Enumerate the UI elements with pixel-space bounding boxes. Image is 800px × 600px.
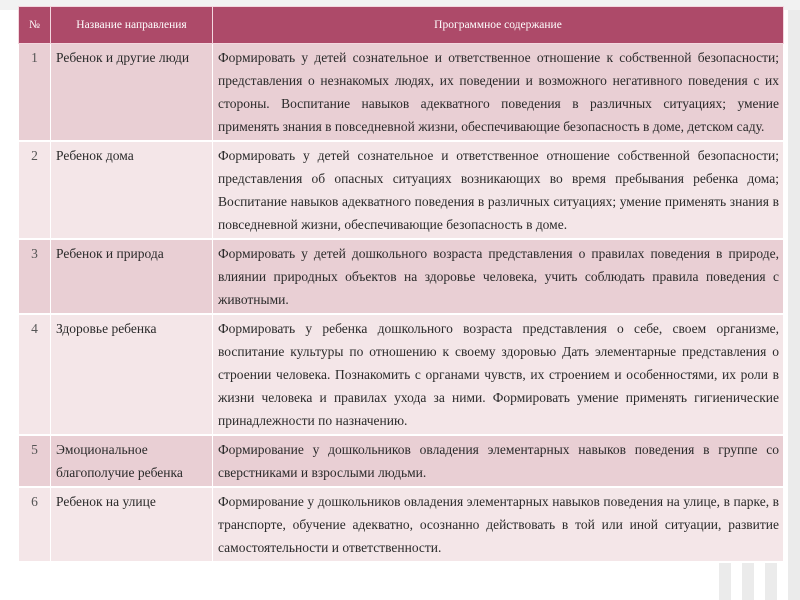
table-row	[19, 239, 784, 314]
row-content: Формировать у детей сознательное и ответственное отношение к собственной безопасности; представления о незнакомых людях, их поведении и возможного негативного поведения с их стороны. Воспитание навыков адекватного поведения в различных ситуациях; умение применять знания в повседневной жизни, обеспечивающие безопасность в доме, детском саду.	[213, 44, 784, 142]
table-row	[19, 435, 784, 487]
row-content: Формировать у ребенка дошкольного возраста представления о себе, своем организме, воспитание культуры по отношению к своему здоровью Дать элементарные представления о строении человека. Познакомить с органами чувств, их строением и особенностями, их роли в жизни человека и правилах ухода за ними. Формировать умение применять гигиенические принадлежности по назначению.	[213, 314, 784, 435]
header-content: Программное содержание	[213, 7, 784, 44]
row-content: Формирование у дошкольников овладения элементарных навыков поведения на улице, в парке, в транспорте, обучение адекватно, осознанно действовать в той или иной ситуации, развитие самостоятельности и ответственности.	[213, 487, 784, 562]
row-content: Формирование у дошкольников овладения элементарных навыков поведения в группе со сверстниками и взрослыми людьми.	[213, 435, 784, 487]
row-name: Ребенок дома	[51, 141, 213, 239]
row-name: Ребенок и природа	[51, 239, 213, 314]
header-num: №	[19, 7, 51, 44]
header-name: Название направления	[51, 7, 213, 44]
table-row	[19, 487, 784, 562]
row-num: 4	[19, 314, 51, 435]
row-content: Формировать у детей дошкольного возраста представления о правилах поведения в природе, влиянии природных объектов на здоровье человека, учить соблюдать правила поведения с животными.	[213, 239, 784, 314]
row-name: Ребенок и другие люди	[51, 44, 213, 142]
row-num: 1	[19, 44, 51, 142]
row-num: 2	[19, 141, 51, 239]
program-table	[18, 6, 784, 563]
row-num: 6	[19, 487, 51, 562]
table-row	[19, 314, 784, 435]
table-header-row	[19, 7, 784, 44]
row-num: 5	[19, 435, 51, 487]
row-name: Эмоциональное благополучие ребенка	[51, 435, 213, 487]
row-name: Здоровье ребенка	[51, 314, 213, 435]
row-name: Ребенок на улице	[51, 487, 213, 562]
row-num: 3	[19, 239, 51, 314]
table-row	[19, 141, 784, 239]
row-content: Формировать у детей сознательное и ответственное отношение собственной безопасности; представления об опасных ситуациях возникающих во время пребывания ребенка дома; Воспитание навыков адекватного поведения в различных ситуациях; умение применять знания в повседневной жизни, обеспечивающие безопасность в доме.	[213, 141, 784, 239]
table-row	[19, 44, 784, 142]
